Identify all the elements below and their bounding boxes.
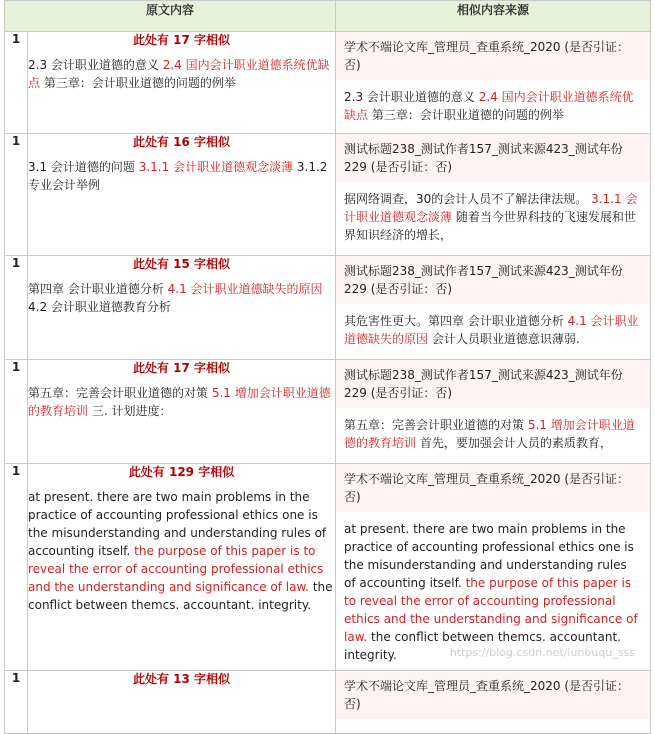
matched-text: 3.1.1 会计职业道德观念淡薄: [138, 160, 294, 174]
plain-text: the conflict between themcs. accountant. integrity.: [28, 580, 333, 612]
similarity-count-title: 此处有 129 字相似: [128, 465, 235, 479]
original-text: [28, 158, 335, 194]
original-content-cell: [28, 32, 336, 134]
original-content-cell: [28, 360, 336, 464]
matched-text: 4.1 会计职业道德缺失的原因: [344, 314, 639, 346]
row-number: 1: [5, 32, 28, 134]
original-content-cell: [28, 464, 336, 671]
plain-text: 第四章 会计职业道德分析: [28, 282, 168, 296]
original-content-header: 原文内容: [5, 1, 336, 32]
plain-text: 3.1 会计道德的问题: [28, 160, 139, 174]
plain-text: 会计人员职业道德意识薄弱.: [428, 332, 580, 346]
matched-text: the purpose of this paper is to reveal the error of accounting professional ethics and the understanding and significance of law.: [344, 576, 638, 644]
table-row: [5, 671, 651, 734]
source-text: [336, 408, 650, 458]
table-row: [5, 256, 651, 360]
row-number: 1: [5, 134, 28, 256]
similar-source-cell: [336, 671, 651, 734]
plain-text: 第三章：会计职业道德的问题的例举: [368, 108, 564, 122]
similar-source-cell: [336, 134, 651, 256]
plain-text: 第五章：完善会计职业道德的对策: [344, 418, 528, 432]
table-row: [5, 32, 651, 134]
table-row: [5, 464, 651, 671]
similarity-count-title: 此处有 16 字相似: [132, 135, 231, 149]
source-reference-link[interactable]: 测试标题238_测试作者157_测试来源423_测试年份229 (是否引证：否): [336, 134, 650, 182]
similar-source-cell: [336, 256, 651, 360]
plain-text: 三. 计划进度：: [88, 404, 172, 418]
watermark-text: https://blog.csdn.net/lunbuqu_sss: [449, 646, 635, 659]
plain-text: 第五章：完善会计职业道德的对策: [28, 386, 212, 400]
matched-text: 2.4 国内会计职业道德系统优缺点: [28, 58, 330, 90]
matched-text: 5.1 增加会计职业道德的教育培训: [344, 418, 635, 450]
row-number: 1: [5, 671, 28, 734]
matched-text: 2.4 国内会计职业道德系统优缺点: [344, 90, 634, 122]
plain-text: 2.3 会计职业道德的意义: [28, 58, 163, 72]
original-text: [28, 488, 335, 614]
row-number: 1: [5, 464, 28, 671]
source-text: [336, 80, 650, 130]
similarity-count-title: 此处有 13 字相似: [132, 672, 231, 686]
original-text: [28, 280, 335, 316]
plain-text: 2.3 会计职业道德的意义: [344, 90, 479, 104]
source-text: [336, 182, 650, 250]
matched-text: 3.1.1 会计职业道德观念淡薄: [344, 192, 638, 224]
plain-text: the conflict between themcs. accountant. integrity.: [344, 630, 621, 662]
original-content-cell: [28, 671, 336, 734]
row-number: 1: [5, 360, 28, 464]
plain-text: 其危害性更大。第四章 会计职业道德分析: [344, 314, 568, 328]
plain-text: 第三章：会计职业道德的问题的例举: [40, 76, 236, 90]
plain-text: 首先，要加强会计人员的素质教育，: [416, 436, 612, 450]
plain-text: 随着当今世界科技的飞速发展和世界知识经济的增长，: [344, 210, 636, 242]
original-text: [28, 56, 335, 92]
original-content-cell: [28, 256, 336, 360]
table-row: [5, 360, 651, 464]
table-row: [5, 134, 651, 256]
plain-text: 3.1.2 专业会计举例: [28, 160, 328, 192]
plain-text: 据网络调查，30的会计人员不了解法律法规。: [344, 192, 592, 206]
row-number: 1: [5, 256, 28, 360]
similar-source-cell: [336, 360, 651, 464]
original-content-cell: [28, 134, 336, 256]
table-body: [5, 32, 651, 734]
matched-text: 5.1 增加会计职业道德的教育培训: [28, 386, 331, 418]
source-text: [336, 719, 650, 733]
similar-source-header: 相似内容来源: [336, 1, 651, 32]
similar-source-cell: [336, 32, 651, 134]
similarity-count-title: 此处有 15 字相似: [132, 257, 231, 271]
source-reference-link[interactable]: 学术不端论文库_管理员_查重系统_2020 (是否引证：否): [336, 32, 650, 80]
similarity-report-table: [4, 0, 651, 734]
similarity-count-title: 此处有 17 字相似: [132, 33, 231, 47]
plain-text: at present. there are two main problems in the practice of accounting professional ethics one is the misunderstanding and understanding rules of accounting itself.: [344, 522, 634, 590]
source-reference-link[interactable]: 测试标题238_测试作者157_测试来源423_测试年份229 (是否引证：否): [336, 360, 650, 408]
matched-text: 4.1 会计职业道德缺失的原因: [167, 282, 323, 296]
source-reference-link[interactable]: 学术不端论文库_管理员_查重系统_2020 (是否引证：否): [336, 464, 650, 512]
similar-source-cell: [336, 464, 651, 671]
plain-text: 4.2 会计职业道德教育分析: [28, 300, 171, 314]
original-text: [28, 384, 335, 420]
matched-text: the purpose of this paper is to reveal the error of accounting professional ethics and the understanding and significance of law.: [28, 544, 324, 594]
table-header-row: [5, 1, 651, 32]
source-text: [336, 304, 650, 354]
plain-text: at present. there are two main problems in the practice of accounting professional ethics one is the misunderstanding and understanding rules of accounting itself.: [28, 490, 327, 558]
source-reference-link[interactable]: 学术不端论文库_管理员_查重系统_2020 (是否引证：否): [336, 671, 650, 719]
similarity-count-title: 此处有 17 字相似: [132, 361, 231, 375]
source-reference-link[interactable]: 测试标题238_测试作者157_测试来源423_测试年份229 (是否引证：否): [336, 256, 650, 304]
